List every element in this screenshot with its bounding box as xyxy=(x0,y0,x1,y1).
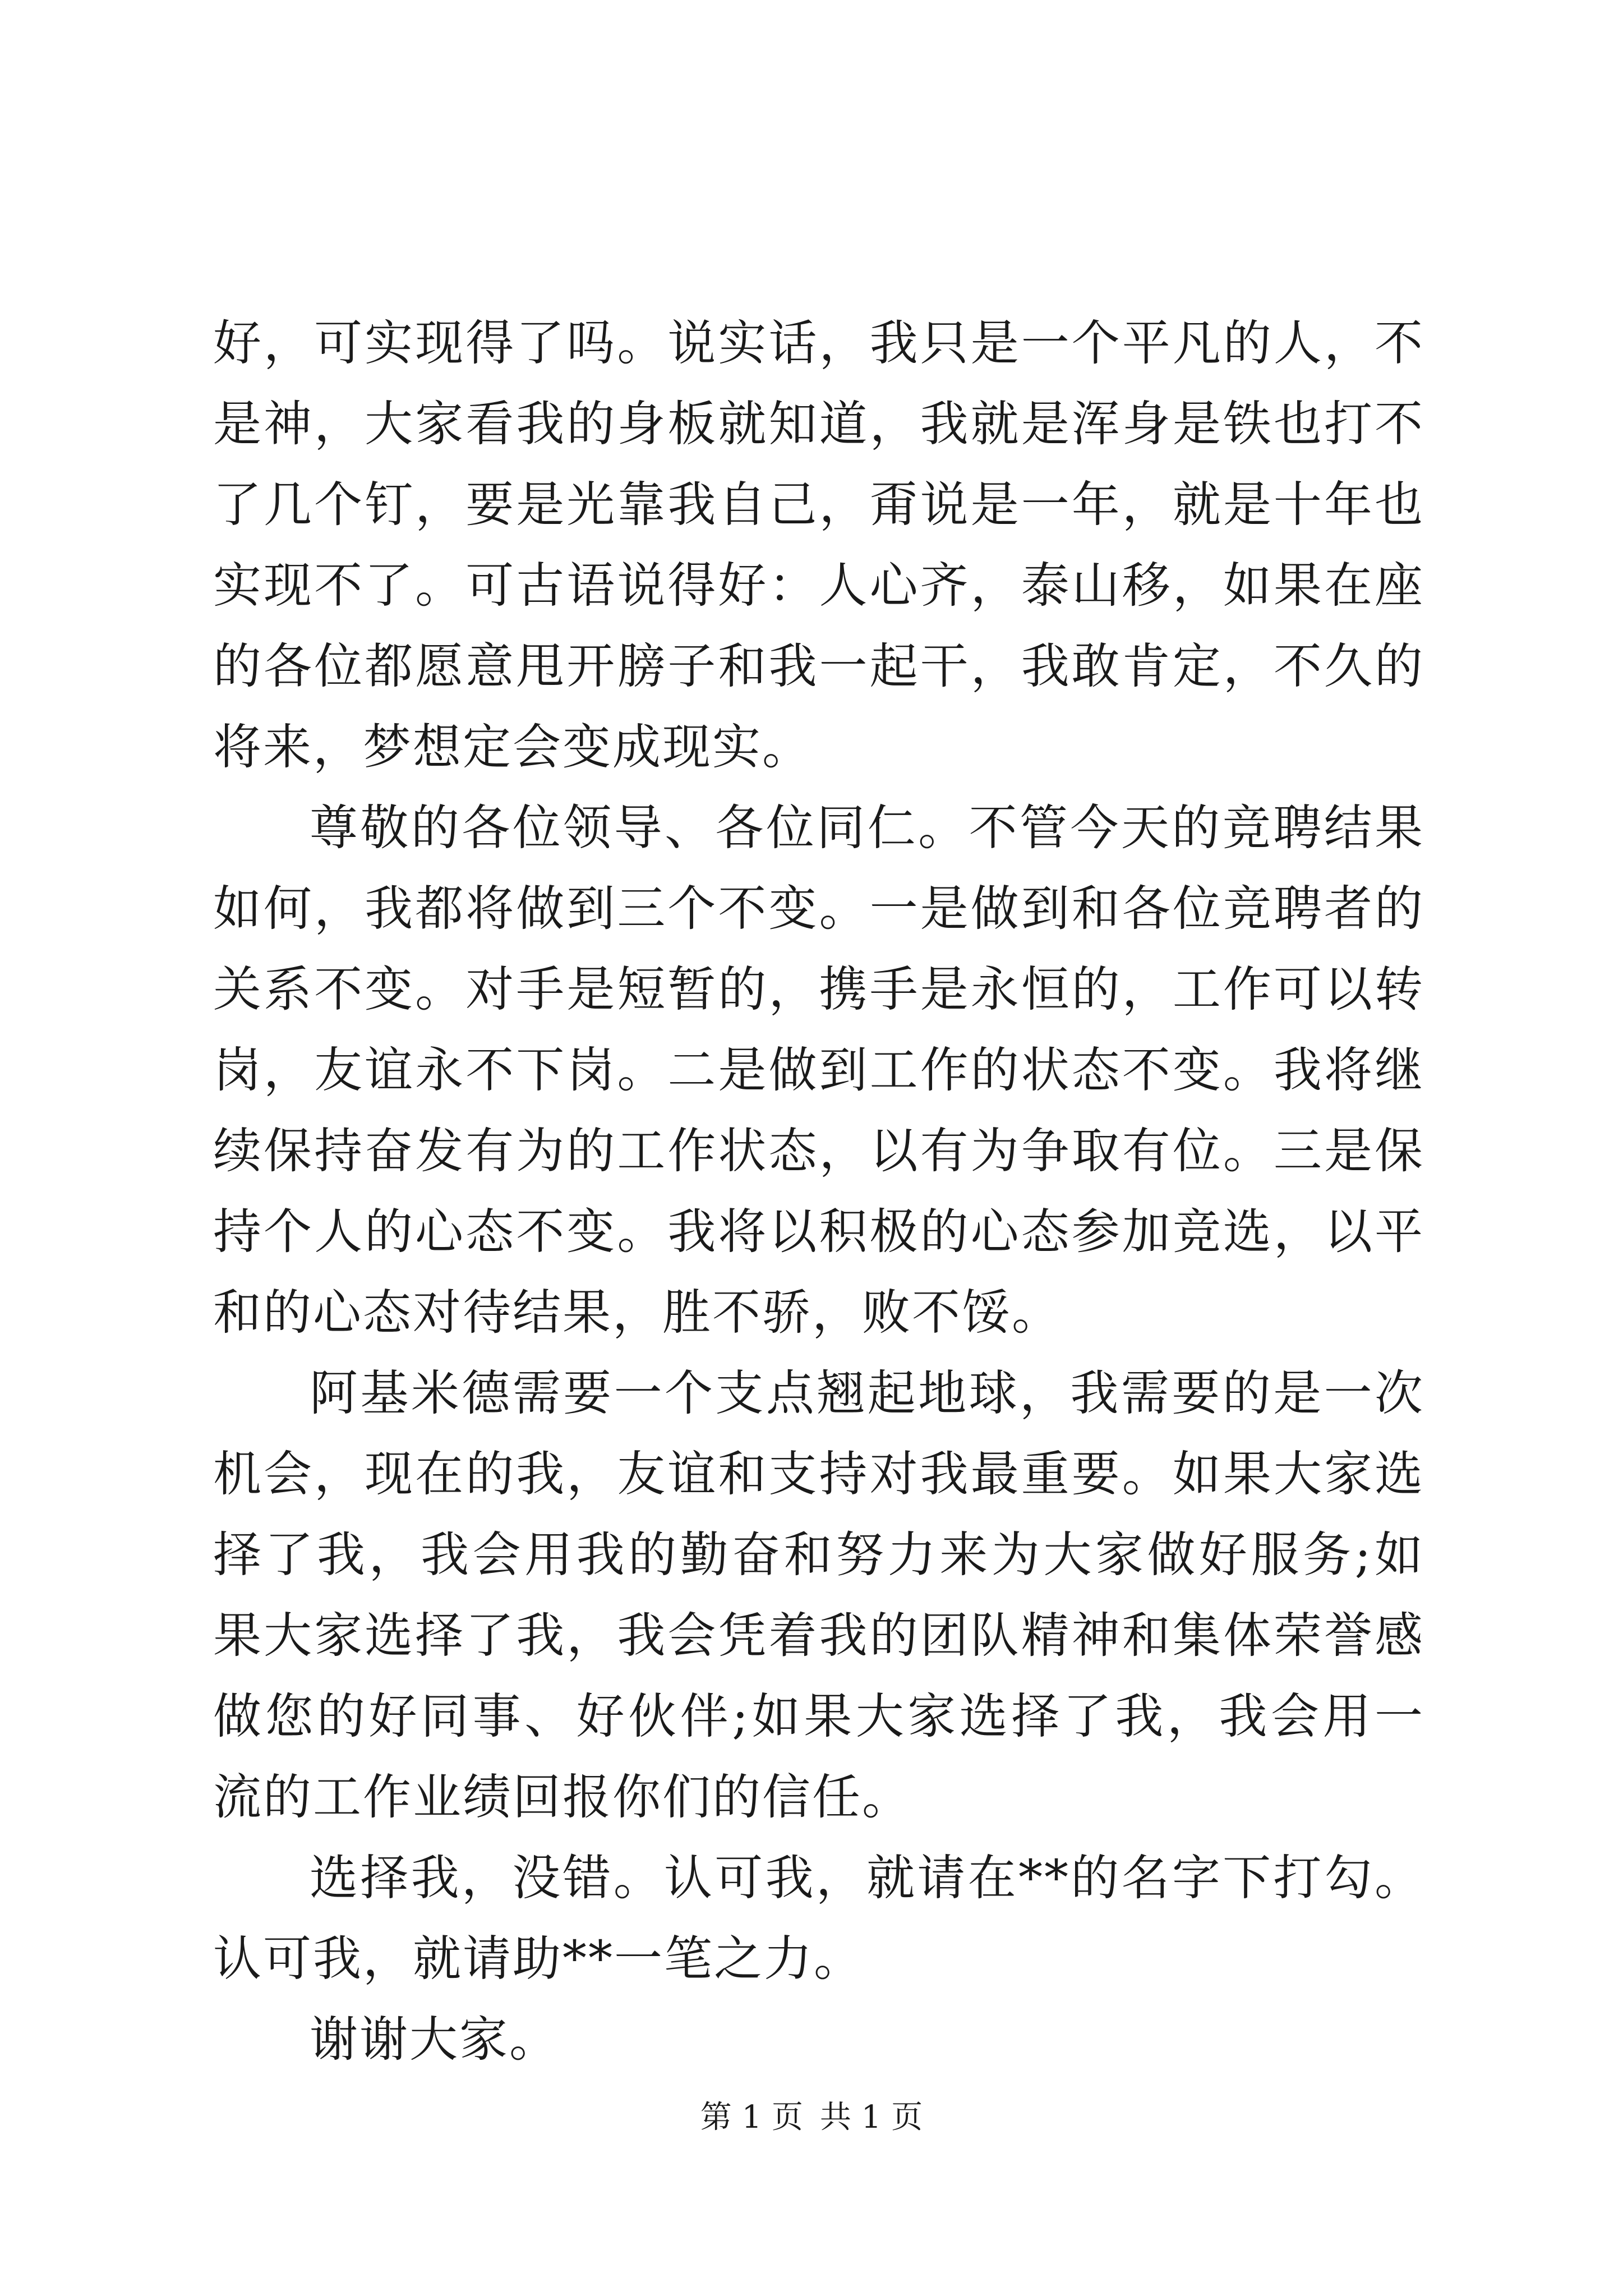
page-footer xyxy=(0,2092,1623,2137)
page-total: 共 1 页 xyxy=(820,2099,923,2136)
page-number: 第 1 页 xyxy=(700,2099,803,2136)
paragraph-5: 谢谢大家。 xyxy=(310,2012,559,2068)
paragraph-1: 好，可实现得了吗。说实话，我只是一个平凡的人，不是神，大家看我的身板就知道，我就是浑身是铁也打不了几个钉，要是光靠我自己，甭说是一年，就是十年也实现不了。可古语说得好：人心齐，泰山移，如果在座的各位都愿意甩开膀子和我一起干，我敢肯定，不久的将来，梦想定会变成现实。 xyxy=(213,315,1424,775)
paragraph-3: 阿基米德需要一个支点翘起地球，我需要的是一次机会，现在的我，友谊和支持对我最重要。如果大家选择了我，我会用我的勤奋和努力来为大家做好服务;如果大家选择了我，我会凭着我的团队精神和集体荣誉感做您的好同事、好伙伴;如果大家选择了我，我会用一流的工作业绩回报你们的信任。 xyxy=(213,1365,1424,1825)
document-body xyxy=(213,303,1424,2080)
paragraph-4: 选择我，没错。认可我，就请在**的名字下打勾。认可我，就请助**一笔之力。 xyxy=(213,1850,1424,1987)
paragraph-2: 尊敬的各位领导、各位同仁。不管今天的竞聘结果如何，我都将做到三个不变。一是做到和各位竞聘者的关系不变。对手是短暂的，携手是永恒的，工作可以转岗，友谊永不下岗。二是做到工作的状态不变。我将继续保持奋发有为的工作状态，以有为争取有位。三是保持个人的心态不变。我将以积极的心态参加竞选，以平和的心态对待结果，胜不骄，败不馁。 xyxy=(213,800,1424,1341)
